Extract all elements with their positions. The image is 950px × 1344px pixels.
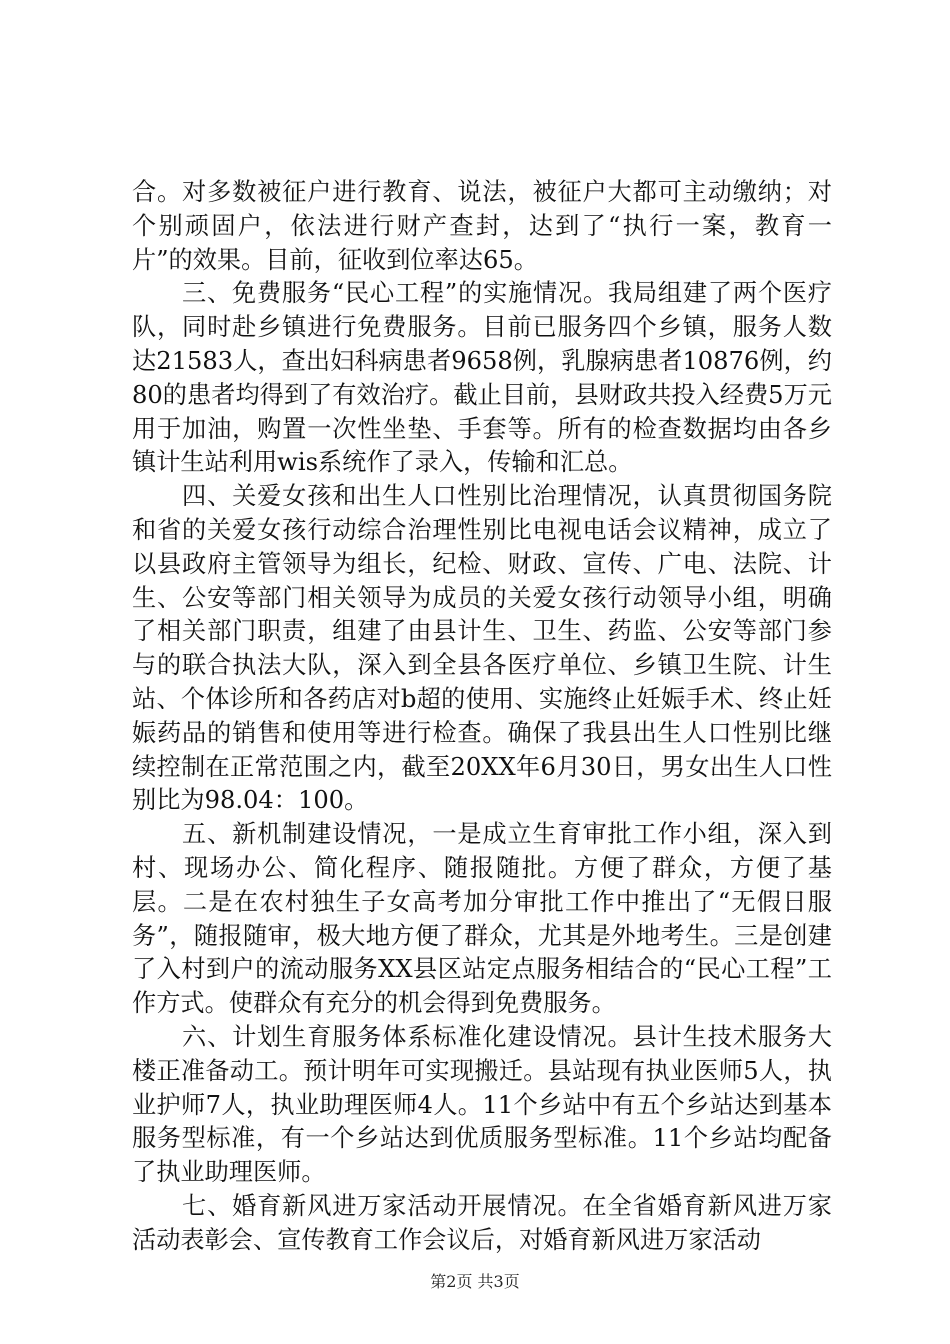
document-body [132, 176, 832, 1258]
paragraph-2: 三、免费服务“民心工程”的实施情况。我局组建了两个医疗队，同时赴乡镇进行免费服务。目前已服务四个乡镇，服务人数达21583人，查出妇科病患者9658例，乳腺病患者10876例，约80的患者均得到了有效治疗。截止目前，县财政共投入经费5万元用于加油，购置一次性坐垫、手套等。所有的检查数据均由各乡镇计生站利用wis系统作了录入，传输和汇总。 [132, 279, 832, 477]
paragraph-4: 五、新机制建设情况，一是成立生育审批工作小组，深入到村、现场办公、简化程序、随报随批。方便了群众，方便了基层。二是在农村独生子女高考加分审批工作中推出了“无假日服务”，随报随审，极大地方便了群众，尤其是外地考生。三是创建了入村到户的流动服务XX县区站定点服务相结合的“民心工程”工作方式。使群众有充分的机会得到免费服务。 [132, 820, 832, 1018]
paragraph-1: 合。对多数被征户进行教育、说法，被征户大都可主动缴纳；对个别顽固户，依法进行财产查封，达到了“执行一案，教育一片”的效果。目前，征收到位率达65。 [132, 178, 832, 274]
paragraph-5: 六、计划生育服务体系标准化建设情况。县计生技术服务大楼正准备动工。预计明年可实现搬迁。县站现有执业医师5人，执业护师7人，执业助理医师4人。11个乡站中有五个乡站达到基本服务型标准，有一个乡站达到优质服务型标准。11个乡站均配备了执业助理医师。 [132, 1022, 832, 1187]
paragraph-6: 七、婚育新风进万家活动开展情况。在全省婚育新风进万家活动表彰会、宣传教育工作会议后，对婚育新风进万家活动 [132, 1191, 832, 1254]
paragraph-3: 四、关爱女孩和出生人口性别比治理情况，认真贯彻国务院和省的关爱女孩行动综合治理性别比电视电话会议精神，成立了以县政府主管领导为组长，纪检、财政、宣传、广电、法院、计生、公安等部门相关领导为成员的关爱女孩行动领导小组，明确了相关部门职责，组建了由县计生、卫生、药监、公安等部门参与的联合执法大队，深入到全县各医疗单位、乡镇卫生院、计生站、个体诊所和各药店对b超的使用、实施终止妊娠手术、终止妊娠药品的销售和使用等进行检查。确保了我县出生人口性别比继续控制在正常范围之内，截至20XX年6月30日，男女出生人口性别比为98.04：100。 [132, 482, 832, 815]
page-footer: 第2页 共3页 [430, 1272, 520, 1291]
